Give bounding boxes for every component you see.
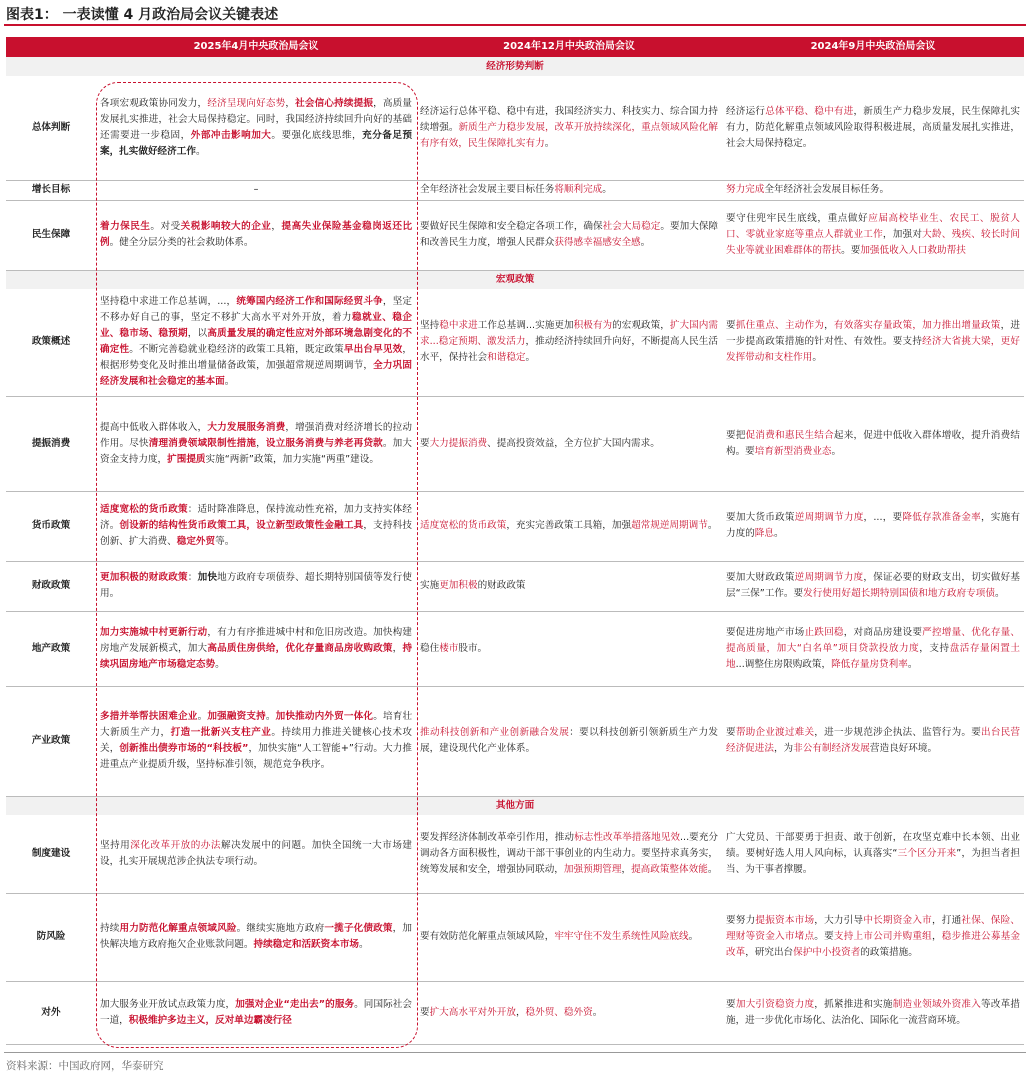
text-segment: 要加大货币政策 [726,512,795,523]
text-segment: 深化改革开放的办法 [130,839,221,851]
text-segment: 适度宽松的货币政策 [100,504,188,515]
text-segment: 推动科技创新和产业创新融合发展 [420,727,570,738]
cell-2025-apr [96,611,416,686]
title-divider [4,24,1026,26]
text-segment: 创设新的结构性货币政策工具，设立新型政策性金融工具 [119,520,364,531]
text-segment: 中长期资金入市 [863,915,932,926]
row-label: 防风险 [6,893,96,981]
cell-2025-apr [96,686,416,796]
text-segment: 加力实施城中村更新行动 [100,626,208,638]
text-segment: 。要 [841,245,861,256]
chart-title: 图表1： 一表读懂 4 月政治局会议关键表述 [6,7,279,23]
cell-2024-dec [416,561,722,611]
text-segment: 。 [831,445,842,457]
row-label: 制度建设 [6,815,96,893]
text-segment: 新质生产力稳步发展，改革开放持续深化，重点领域风险化解有序有效，民生保障扎实有力 [420,121,719,149]
text-segment: 。 [197,711,208,722]
text-segment: 扩围提质 [167,453,206,465]
text-segment: 要 [726,320,736,332]
table-row [6,981,1024,1044]
cell-2025-apr [96,893,416,981]
row-label: 提振消费 [6,396,96,491]
cell-2024-dec [416,396,722,491]
text-segment: ，研究出台 [745,947,794,958]
text-segment: ，支持科技创新、扩大消费、 [100,520,413,547]
text-segment: 创新推出债券市场的“科技板” [119,743,249,754]
text-segment: 社保、保险、理财等资金入市堵点 [726,915,1021,942]
text-segment: ，高质量发展扎实推进，社会大局保持稳定。同时，我国经济持续回升向好的基础还需要进一步稳固， [100,97,413,141]
cell-2025-apr [96,561,416,611]
text-segment: 。 [359,939,369,950]
text-segment: 更加积极 [439,580,478,591]
text-segment: 支持上市公司并购重组 [833,931,932,942]
section-row [6,270,1024,289]
row-label: 对外 [6,981,96,1044]
cell-2025-apr [96,815,416,893]
header-2024-sep: 2024年9月中央政治局会议 [722,37,1024,57]
text-segment: 。同国际社会一道， [100,998,413,1026]
cell-2024-dec [416,981,722,1044]
text-segment: ， [621,863,632,875]
text-segment: 更加积极的财政政策 [100,572,188,583]
text-segment: ，充实完善政策工具箱，加强 [506,520,632,531]
text-segment: ，...，要 [863,512,903,523]
text-segment: 。 [265,711,276,722]
text-segment: 。 [907,658,918,670]
text-segment: 稳外贸、稳外资 [525,1006,593,1018]
text-segment: 。 [707,520,718,531]
text-segment: ，为 [773,743,794,754]
text-segment: 持续 [100,923,120,934]
cell-2024-sep [722,981,1024,1044]
row-label: 增长目标 [6,180,96,200]
text-segment: 。要强化底线思维， [271,129,363,141]
text-segment: 。 [812,352,822,364]
text-segment: – [253,184,259,195]
text-segment: 等。 [215,536,235,547]
text-segment: 坚持 [420,320,440,332]
text-segment: 稳步推进公募基金改革 [726,931,1021,958]
text-segment: 全年经济社会发展主要目标任务 [420,184,555,195]
text-segment: 。 [215,658,225,670]
text-segment: ， [824,320,834,332]
cell-2024-dec [416,289,722,396]
text-segment: ，坚定不移办好自己的事，坚定不移扩大高水平对外开放，着力 [100,296,413,324]
text-segment: 和谐稳定 [487,352,526,364]
table-row [6,289,1024,396]
text-segment: 扩大高水平对外开放 [429,1006,516,1018]
text-segment: 降低存量房贷利率 [831,658,908,670]
table-row [6,491,1024,561]
text-segment: 加强融资支持 [207,711,266,722]
text-segment: ，增强消费对经济增长的拉动作用。尽快 [100,421,413,449]
text-segment: ，以 [187,328,208,340]
text-segment: 稳就业、稳企业、稳市场、稳预期 [100,312,413,340]
text-segment: 提高失业保险基金稳岗返还比例 [100,221,413,248]
text-segment: ， [271,221,282,232]
cell-2024-dec [416,611,722,686]
text-segment: ：要以科技创新引领新质生产力发展，建设现代化产业体系。 [420,727,719,754]
section-row [6,57,1024,76]
row-label: 总体判断 [6,76,96,180]
text-segment: 外部冲击影响加大 [190,129,272,141]
text-segment: 充分备足预案，扎实做好经济工作 [100,129,413,157]
text-segment: 大力提振消费 [429,437,488,449]
text-segment: ，根据形势变化及时推出增量储备政策，加强超常规逆周期调节， [100,344,413,372]
text-segment: ， [515,1006,526,1018]
cell-2025-apr [96,289,416,396]
text-segment: 、提高投资效益，全方位扩大国内需求。 [487,437,660,449]
text-segment: 的政策措施。 [860,947,918,958]
text-segment: 加强对企业“走出去”的服务 [235,998,355,1010]
text-segment: 降息 [754,528,774,539]
table-row [6,611,1024,686]
text-segment: 社会大局稳定 [602,221,661,232]
text-segment: ： [187,572,198,583]
text-segment: 。继续实施地方政府 [236,923,325,934]
text-segment: 的财政政策 [477,580,526,591]
text-segment: 逆周期调节力度 [794,512,864,523]
cell-2024-sep [722,815,1024,893]
text-segment: 工作总基调...实施更加 [477,320,574,332]
text-segment: 持续稳定和活跃资本市场 [253,939,360,950]
text-segment: 提振资本市场 [755,915,815,926]
text-segment: 用力防范化解重点领域风险 [119,923,237,934]
cell-2024-dec [416,491,722,561]
text-segment: 经济呈现向好态势 [207,97,286,109]
text-segment: 早出台早见效 [343,344,403,356]
text-segment: 抓住重点、主动作为 [735,320,825,332]
text-segment: ，推动经济持续回升向好，不断提高人民生活水平，保持社会 [420,336,718,364]
text-segment: 经济运行 [726,105,766,117]
text-segment: 经济大省挑大梁，更好发挥带动和支柱作用 [726,336,1021,364]
text-segment: 。 [525,352,536,364]
text-segment: 。培育壮大新质生产力， [100,711,413,738]
text-segment: 发行使用好超长期特别国债和地方政府专项债 [803,588,995,599]
row-label: 政策概述 [6,289,96,396]
cell-2025-apr [96,200,416,270]
header-2025-apr: 2025年4月中央政治局会议 [96,37,416,57]
text-segment: 清理消费领域限制性措施 [148,437,257,449]
text-segment: 保护中小投资者 [793,947,861,958]
text-segment: ，进一步提高政策措施的针对性、有效性。要支持 [726,320,1021,348]
text-segment: 。 [773,528,784,539]
text-segment: 坚持用 [100,839,131,851]
text-segment: 。对受 [150,221,181,232]
text-segment: 统筹国内经济工作和国际经贸斗争 [236,296,383,308]
table-body [6,57,1024,1044]
row-label: 财政政策 [6,561,96,611]
cell-2025-apr [96,76,416,180]
text-segment: 。 [707,863,718,875]
table-header-row [6,37,1024,57]
text-segment: ，大力引导 [814,915,864,926]
cell-2024-sep [722,893,1024,981]
text-segment: 稳住 [420,642,440,654]
text-segment: 广大党员、干部要勇于担责、敢于创新，在攻坚克难中长本领、出业绩。要树好选人用人风向标，认真落实“ [726,831,1020,859]
cell-2024-dec [416,893,722,981]
section-row [6,796,1024,815]
cell-2025-apr [96,981,416,1044]
cell-2024-dec [416,180,722,200]
text-segment: 高质量发展的确定性应对外部环境急剧变化的不确定性 [100,328,413,356]
text-segment: 适度宽松的货币政策 [420,520,507,531]
text-segment: 社会信心持续提振 [295,97,374,109]
text-segment: ，加强对 [882,229,923,240]
text-segment: 盘活存量闲置土地 [726,642,1021,670]
text-segment: 要加大财政政策 [726,572,795,583]
text-segment: 获得感幸福感安全感 [554,237,641,248]
text-segment: 。加大资金支持力度， [100,437,413,465]
text-segment: 。不断完善稳就业稳经济的政策工具箱，既定政策 [129,344,344,356]
text-segment: 非公有制经济发展 [793,743,870,754]
text-segment: 培育新型消费业态 [754,445,832,457]
text-segment: 实施 [420,580,440,591]
section-title: 宏观政策 [6,270,1024,289]
text-segment: 。持续用力推进关键核心技术攻关， [100,727,413,754]
table-row [6,200,1024,270]
text-segment: 。 [195,145,206,157]
text-segment: 股市。 [458,642,488,654]
text-segment: ，加快解决地方政府拖欠企业账款问题。 [100,923,413,950]
text-segment: 止跌回稳 [804,626,844,638]
text-segment: 等改革措施，进一步优化市场化、法治化、国际化一流营商环境。 [726,998,1021,1026]
table-row [6,893,1024,981]
cell-2024-sep [722,200,1024,270]
text-segment: 加大服务业开放试点政策力度， [100,998,236,1010]
text-segment: 。 [224,376,235,388]
text-segment: 实施“两新”政策，加力实施“两重”建设。 [205,453,379,465]
text-segment: 积极有为 [573,320,613,332]
text-segment: 要 [726,727,736,738]
text-segment: 。 [544,137,555,149]
text-segment: 坚持稳中求进工作总基调，...， [100,296,237,308]
cell-2024-dec [416,200,722,270]
cell-2024-sep [722,611,1024,686]
table-row [6,686,1024,796]
cell-2024-dec [416,76,722,180]
text-segment: 加强低收入人口救助帮扶 [860,245,966,256]
text-segment: 牢牢守住不发生系统性风险底线 [554,931,689,942]
text-segment: 将顺利完成 [554,184,603,195]
text-segment: 制造业领域外资准入 [892,998,982,1010]
text-segment: 提高政策整体效能 [631,863,708,875]
text-segment: 大龄、残疾、较长时间失业等就业困难群体的帮扶 [726,229,1021,256]
table-row [6,815,1024,893]
text-segment: 要努力 [726,915,756,926]
text-segment: ，抓紧推进和实施 [814,998,893,1010]
text-segment: 全年经济社会发展目标任务。 [764,184,890,195]
text-segment: 要把 [726,429,746,441]
cell-2024-dec [416,686,722,796]
text-segment: ，对商品房建设要 [843,626,923,638]
cell-2024-sep [722,686,1024,796]
cell-2025-apr [96,180,416,200]
text-segment: 努力完成 [726,184,765,195]
text-segment: 解决发展中的问题。加快全国统一大市场建设，扎实开展规范涉企执法专项行动。 [100,839,413,867]
footer-divider [4,1052,1026,1053]
text-segment: 要发挥经济体制改革牵引作用，推动 [420,831,575,843]
text-segment: 提高中低收入群体收入， [100,421,208,433]
table-row [6,76,1024,180]
text-segment: 。 [688,931,699,942]
section-title: 经济形势判断 [6,57,1024,76]
text-segment: 应届高校毕业生、农民工、脱贫人口、零就业家庭等重点人群就业工作 [726,213,1020,240]
text-segment: ， [392,642,403,654]
text-segment: 多措并举帮扶困难企业 [100,711,198,722]
text-segment: 逆周期调节力度 [794,572,864,583]
text-segment: ，打通 [931,915,962,926]
text-segment: 降低存款准备金率 [902,512,981,523]
row-label: 产业政策 [6,686,96,796]
text-segment: 标志性改革举措落地见效 [574,831,680,843]
text-segment: 经济运行总体平稳、稳中有进，我国经济实力、科技实力、综合国力持续增强。 [420,105,718,133]
text-segment: 稳定外贸 [176,536,216,547]
text-segment: 。 [592,1006,603,1018]
text-segment: 扩大国内需求...稳定预期、激发活力 [420,320,719,348]
text-segment: 稳中求进 [439,320,478,332]
text-segment: 的宏观政策， [612,320,670,332]
text-segment: ， [285,97,296,109]
text-segment: 加快推动内外贸一体化 [275,711,374,722]
text-segment: ，有力有序推进城中村和危旧房改造。加快构建房地产发展新模式，加大 [100,626,413,654]
text-segment: 促消费和惠民生结合 [745,429,834,441]
text-segment: 要 [420,1006,430,1018]
text-segment: 关税影响较大的企业 [180,221,272,232]
text-segment: 要守住兜牢民生底线，重点做好 [726,213,869,224]
text-segment: 总体平稳、稳中有进 [765,105,854,117]
text-segment: 。要 [814,931,834,942]
text-segment: ...调整住房限购政策， [735,658,832,670]
text-segment: ，加快实施“人工智能+”行动。大力推进重点产业提质升级，坚持标准引领，规范竞争秩序。 [100,743,412,770]
text-segment: ， [931,931,942,942]
text-segment: 设立服务消费与养老再贷款 [265,437,383,449]
text-segment: 出台民营经济促进法 [726,727,1021,754]
text-segment: 持续巩固房地产市场稳定态势 [100,642,413,670]
text-segment: 着力保民生 [100,221,151,232]
text-segment: 要 [420,437,430,449]
text-segment: 严控增量、优化存量、提高质量，加大“白名单”项目贷款投放力度 [726,626,1021,654]
table-row [6,561,1024,611]
text-segment: 要做好民生保障和安全稳定各项工作，确保 [420,221,603,232]
text-segment: 。 [640,237,651,248]
source-note: 资料来源：中国政府网，华泰研究 [6,1060,164,1072]
comparison-table [6,37,1024,1045]
text-segment: ”，为担当者担当、为干事者撑腰。 [726,847,1020,875]
text-segment: 加快 [197,572,218,583]
cell-2024-sep [722,561,1024,611]
text-segment: 营造良好环境。 [869,743,938,754]
text-segment: 积极维护多边主义，反对单边霸凌行径 [128,1014,292,1026]
text-segment: ，进一步规范涉企执法、监管行为。要 [814,727,982,738]
cell-2025-apr [96,491,416,561]
text-segment: 。 [602,184,612,195]
text-segment: 全力巩固经济发展和社会稳定的基本面 [100,360,412,388]
text-segment: 有效落实存量政策，加力推出增量政策 [833,320,1001,332]
cell-2024-dec [416,815,722,893]
text-segment: 大力发展服务消费 [207,421,286,433]
text-segment: 要有效防范化解重点领域风险， [420,931,555,942]
cell-2024-sep [722,491,1024,561]
text-segment: ，保证必要的财政支出，切实做好基层“三保”工作。要 [726,572,1021,599]
section-title: 其他方面 [6,796,1024,815]
cell-2024-sep [722,180,1024,200]
table-row [6,180,1024,200]
header-blank [6,37,96,57]
cell-2024-sep [722,76,1024,180]
text-segment: 三个区分开来 [897,847,957,859]
text-segment: 要 [726,998,736,1010]
table-row [6,396,1024,491]
row-label: 货币政策 [6,491,96,561]
text-segment: 各项宏观政策协同发力， [100,97,208,109]
text-segment: 起来，促进中低收入群体增收，提升消费结构。要 [726,429,1021,457]
cell-2024-sep [722,289,1024,396]
text-segment: ， [256,437,266,449]
text-segment: 高品质住房供给，优化存量商品房收购政策 [207,642,393,654]
text-segment: ，实施有力度的 [726,512,1021,539]
header-2024-dec: 2024年12月中央政治局会议 [416,37,722,57]
cell-2025-apr [96,396,416,491]
text-segment: 楼市 [439,642,459,654]
text-segment: 一揽子化债政策 [324,923,393,934]
text-segment: 。 [994,588,1005,599]
row-label: 地产政策 [6,611,96,686]
row-label: 民生保障 [6,200,96,270]
text-segment: 。健全分层分类的社会救助体系。 [109,237,254,248]
text-segment: 地方政府专项债券、超长期特别国债等发行使用。 [100,572,413,599]
text-segment: 。要加大保障和改善民生力度，增强人民群众 [420,221,719,248]
text-segment: 超常规逆周期调节 [631,520,708,531]
text-segment: ...要充分调动各方面积极性，调动干部干事创业的内生动力。要坚持求真务实，统筹发展和安全，增强协同联动， [420,831,719,875]
text-segment: 帮助企业渡过难关 [735,727,815,738]
cell-2024-sep [722,396,1024,491]
text-segment: ：适时降准降息，保持流动性充裕，加力支持实体经济。 [100,504,413,531]
text-segment: 要促进房地产市场 [726,626,805,638]
text-segment: 加大引资稳资力度 [735,998,815,1010]
text-segment: ，新质生产力稳步发展，民生保障扎实有力，防范化解重点领域风险取得积极进展，高质量发展扎实推进，社会大局保持稳定。 [726,105,1021,149]
text-segment: 打造一批新兴支柱产业 [170,727,272,738]
text-segment: 加强预期管理 [563,863,622,875]
text-segment: ，支持 [919,642,950,654]
